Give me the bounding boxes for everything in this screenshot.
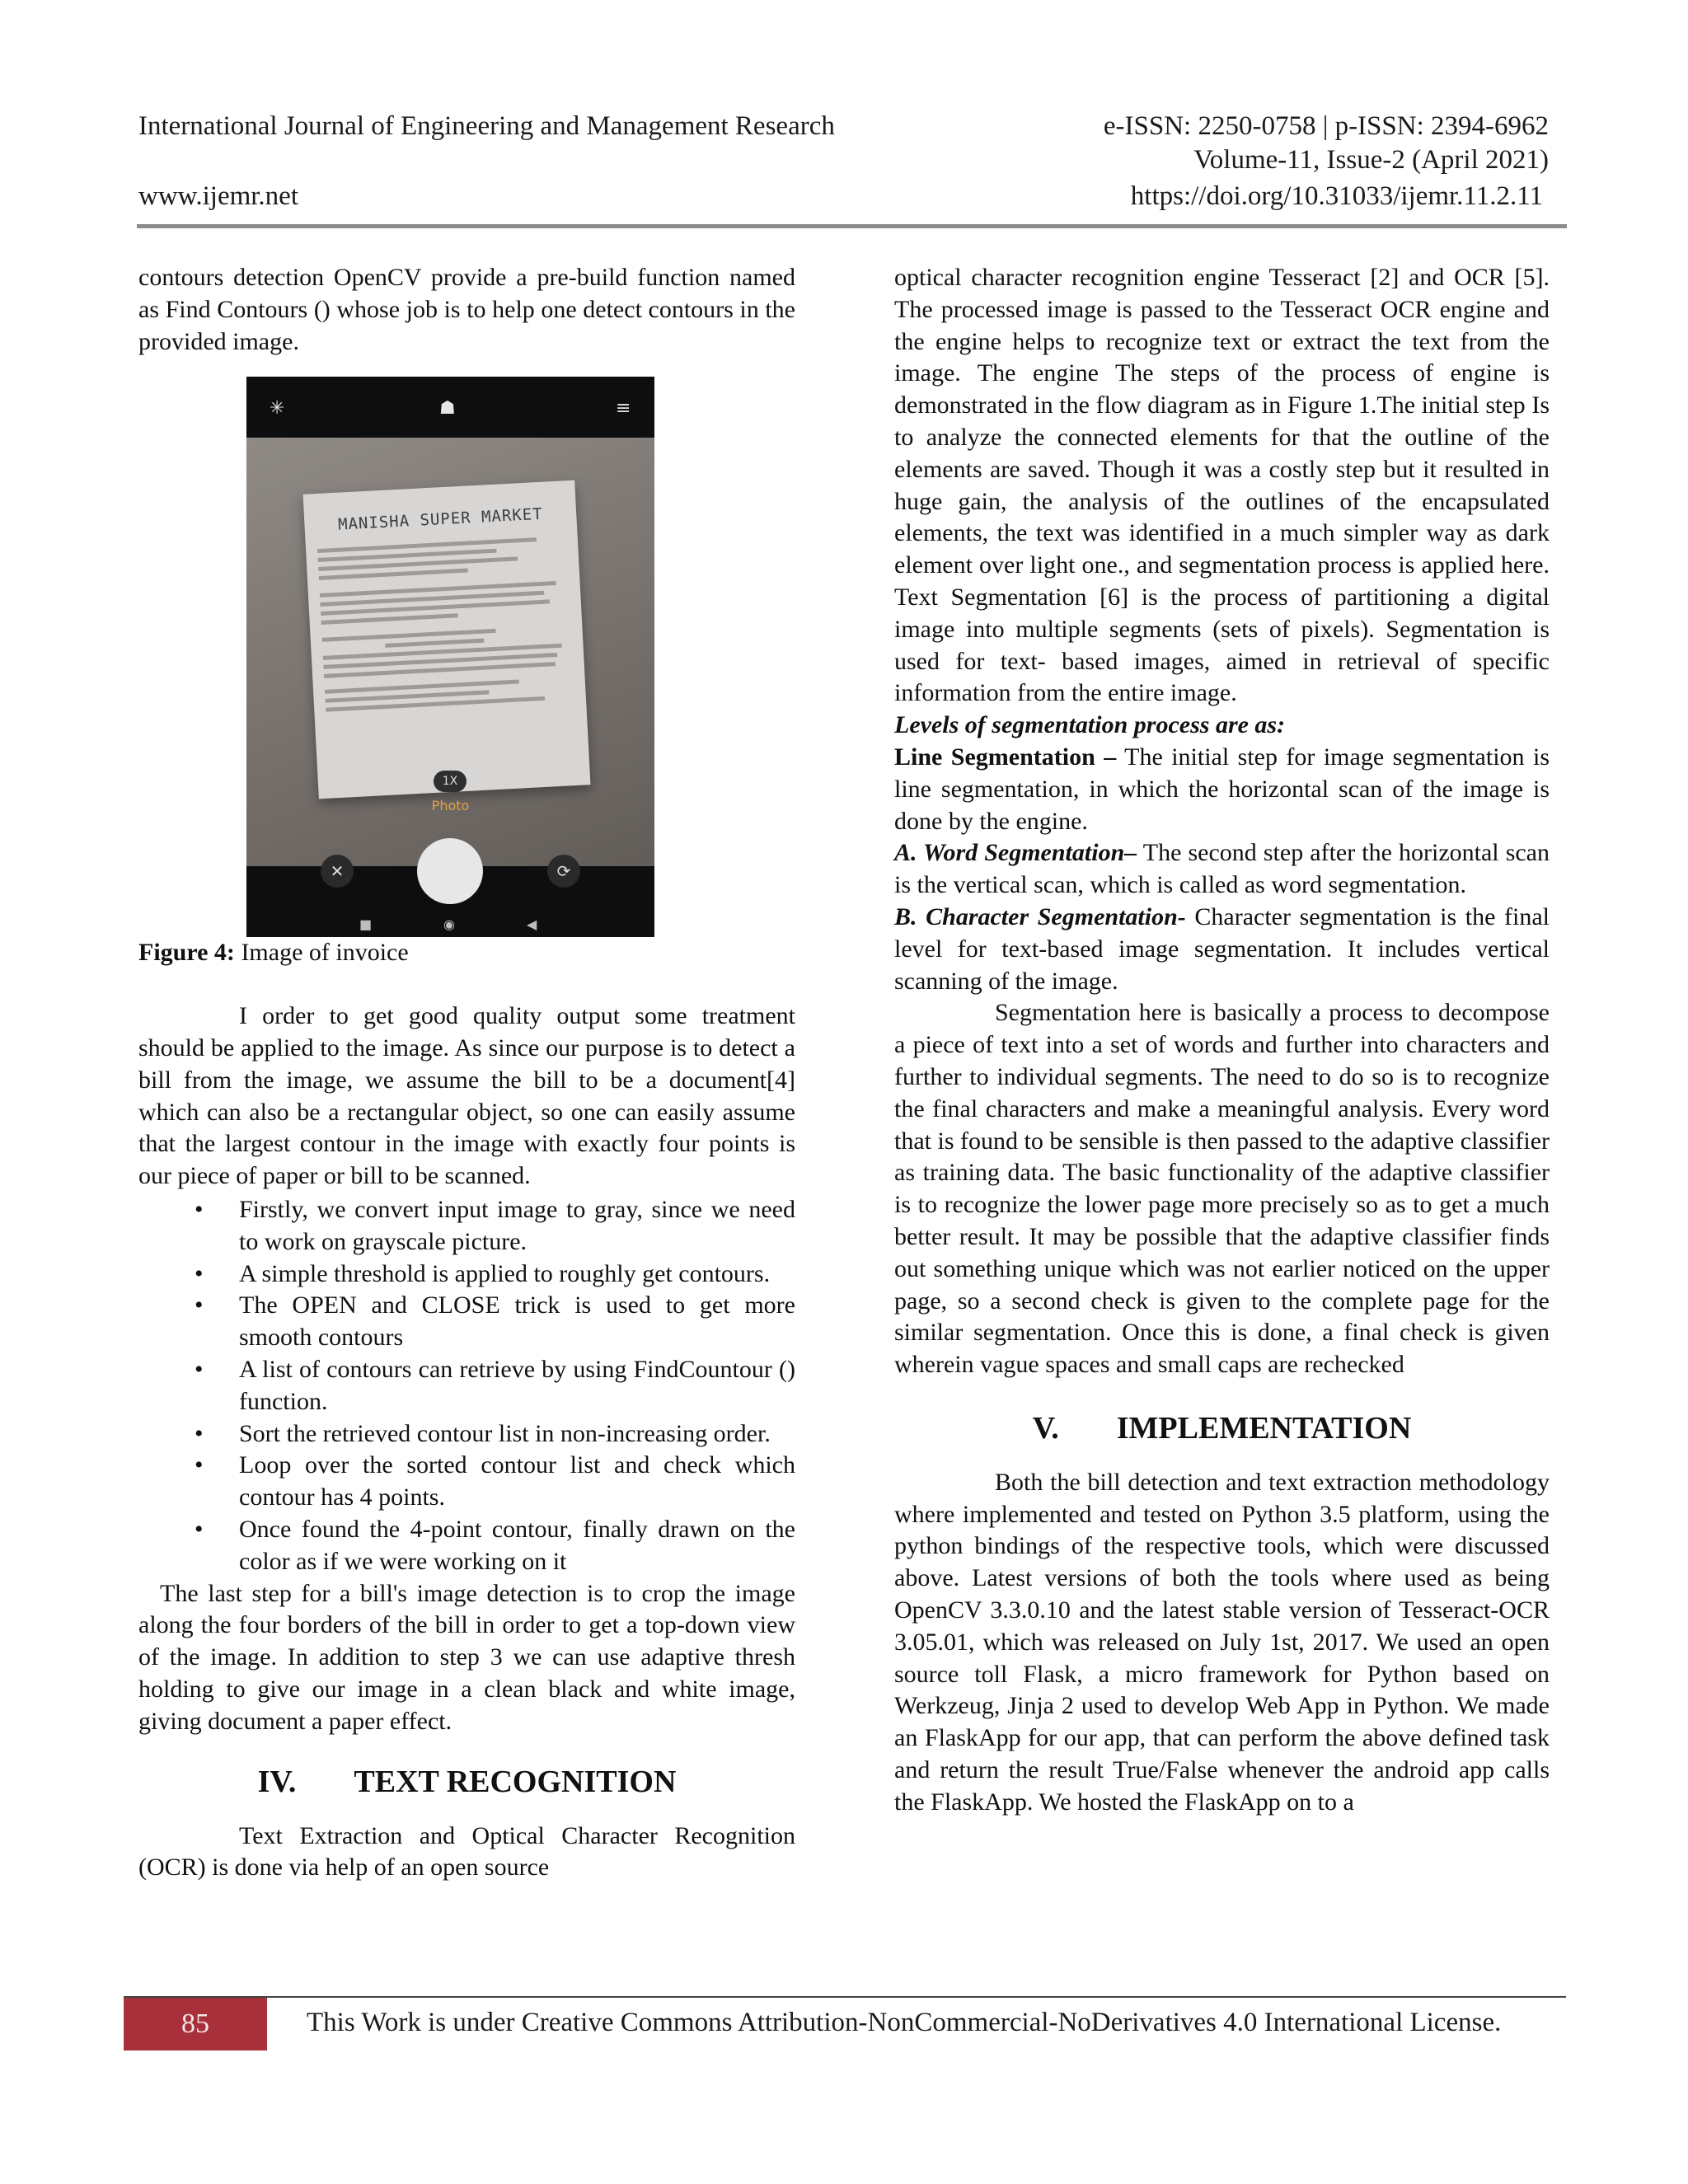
- list-item-text: Sort the retrieved contour list in non-increasing order.: [239, 1419, 771, 1447]
- license-text: This Work is under Creative Commons Attribution-NonCommercial-NoDerivatives 4.0 International License.: [307, 2008, 1502, 2037]
- list-item: • Loop over the sorted contour list and check which contour has 4 points.: [195, 1451, 795, 1511]
- figure-caption: [138, 937, 795, 969]
- receipt-title: MANISHA SUPER MARKET: [337, 505, 544, 535]
- left-column: [138, 262, 795, 1884]
- character-segmentation-text: Character segmentation is the final level for text-based image segmentation. It includes vertical scanning of the image.: [894, 902, 1550, 995]
- segmentation-paragraph: Segmentation here is basically a process to decompose a piece of text into a set of words and further into characters and further to individual segments. The need to do so is to recognize the final characters and make a meaningful analysis. Every word that is found to be sensible is then passed to the adaptive classifier as training data. The basic functionality of the adaptive classifier is to recognize the lower page more precisely so as to get a much better result. It may be possible that the adaptive classifier finds out something unique which was not earlier noticed on the upper page, so a second check is given to the complete page for the similar segmentation. Once this is done, a final check is given wherein vague spaces and small caps are rechecked: [894, 999, 1550, 1379]
- list-item: • The OPEN and CLOSE trick is used to get more smooth contours: [195, 1291, 795, 1352]
- list-item: • Sort the retrieved contour list in non-increasing order.: [195, 1419, 771, 1447]
- right-column: [894, 262, 1550, 1819]
- volume-issue: Volume-11, Issue-2 (April 2021): [1193, 145, 1549, 175]
- implementation-paragraph: Both the bill detection and text extraction methodology where implemented and tested on Python 3.5 platform, using the python bindings of the respective tools, which were discussed above. Latest versions of both the tools where used as being OpenCV 3.3.0.10 and the latest stable version of Tesseract-OCR 3.05.01, which was released on July 1st, 2017. We used an open source toll Flask, a micro framework for Python based on Werkzeug, Jinja 2 used to develop Web App in Python. We made an FlaskApp for our app, that can perform the above defined task and return the result True/False whenever the android app calls the FlaskApp. We hosted the FlaskApp on to a: [894, 1468, 1550, 1816]
- figure-caption-text: Image of invoice: [234, 939, 409, 967]
- figure-caption-label: Figure 4:: [138, 939, 235, 967]
- list-item: • A simple threshold is applied to roughly get contours.: [195, 1259, 771, 1287]
- page-number: 85: [124, 1998, 267, 2050]
- android-nav-bar: [246, 909, 654, 933]
- camera-top-bar: [246, 377, 654, 438]
- list-item-text: The OPEN and CLOSE trick is used to get more smooth contours: [239, 1291, 795, 1352]
- header-rule: [137, 224, 1567, 228]
- journal-name: International Journal of Engineering and Management Research: [138, 111, 835, 141]
- line-segmentation-paragraph: [894, 742, 1550, 837]
- steps-list: [138, 1194, 795, 1578]
- word-segmentation-paragraph: [894, 837, 1550, 902]
- section-number: IV.: [257, 1764, 297, 1799]
- issn: e-ISSN: 2250-0758 | p-ISSN: 2394-6962: [1103, 111, 1549, 141]
- invoice-figure: [246, 377, 654, 937]
- character-segmentation-label: B. Character Segmentation-: [894, 902, 1186, 930]
- list-item-text: A list of contours can retrieve by using FindCountour () function.: [239, 1355, 795, 1415]
- switch-camera-icon[interactable]: ⟳: [547, 855, 580, 888]
- nav-home-icon[interactable]: ◉: [443, 916, 455, 933]
- zoom-button[interactable]: 1X: [434, 771, 467, 792]
- character-segmentation-paragraph: [894, 902, 1550, 997]
- list-item-text: A simple threshold is applied to roughly get contours.: [239, 1259, 771, 1287]
- tesseract-paragraph: optical character recognition engine Tesseract [2] and OCR [5]. The processed image is passed to the Tesseract OCR engine and the engine helps to recognize text or extract the text from the image. The engine The steps of the process of engine is demonstrated in the flow diagram as in Figure 1.The initial step Is to analyze the connected elements for that the outline of the elements are saved. Though it was a costly step but it resulted in huge gain, the analysis of the outlines of the encapsulated elements, the text was identified in a much simpler way as dark element over light one., and segmentation process is applied here. Text Segmentation [6] is the process of partitioning a digital image into multiple segments (sets of pixels). Segmentation is used for text- based images, aimed in retrieval of specific information from the entire image.: [894, 264, 1550, 707]
- close-icon[interactable]: ✕: [321, 855, 354, 888]
- receipt-photo: [303, 480, 591, 799]
- shutter-button[interactable]: [417, 838, 483, 904]
- flash-icon: ✳: [270, 398, 285, 419]
- treatment-paragraph: I order to get good quality output some treatment should be applied to the image. As since our purpose is to detect a bill from the image, we assume the bill to be a document[4] which can also be a rectangular object, so one can easily assume that the largest contour in the image with exactly four points is our piece of paper or bill to be scanned.: [138, 1002, 795, 1190]
- photo-mode-label[interactable]: Photo: [431, 798, 470, 814]
- footer-rule: [124, 1996, 1566, 1998]
- levels-heading: Levels of segmentation process are as:: [894, 711, 1286, 739]
- list-item: • A list of contours can retrieve by using FindCountour () function.: [195, 1355, 795, 1415]
- crop-paragraph: The last step for a bill's image detection is to crop the image along the four borders of the bill in order to get a top-down view of the image. In addition to step 3 we can use adaptive thresh holding to give our image in a clean black and white image, giving document a paper effect.: [138, 1579, 795, 1735]
- settings-icon: ☗: [439, 398, 456, 419]
- section-heading-text-recognition: [138, 1763, 795, 1801]
- word-segmentation-label: A. Word Segmentation–: [894, 839, 1137, 867]
- list-item-text: Firstly, we convert input image to gray, since we need to work on grayscale picture.: [239, 1195, 795, 1255]
- list-item: • Once found the 4-point contour, finally drawn on the color as if we were working on it: [195, 1515, 795, 1575]
- section-heading-implementation: [894, 1409, 1550, 1447]
- list-item-text: Loop over the sorted contour list and check which contour has 4 points.: [239, 1451, 795, 1511]
- section-title: IMPLEMENTATION: [1116, 1410, 1412, 1446]
- word-segmentation-text: The second step after the horizontal scan is the vertical scan, which is called as word segmentation.: [894, 839, 1550, 899]
- section-number: V.: [1032, 1410, 1059, 1446]
- ocr-paragraph: Text Extraction and Optical Character Recognition (OCR) is done via help of an open source: [138, 1821, 795, 1882]
- list-item: • Firstly, we convert input image to gray, since we need to work on grayscale picture.: [195, 1195, 795, 1255]
- section-title: TEXT RECOGNITION: [354, 1764, 677, 1799]
- nav-recent-icon[interactable]: ■: [359, 916, 373, 933]
- nav-back-icon[interactable]: ◀: [527, 916, 537, 933]
- website-link[interactable]: www.ijemr.net: [138, 181, 298, 211]
- list-item-text: Once found the 4-point contour, finally drawn on the color as if we were working on it: [239, 1515, 795, 1575]
- line-segmentation-label: Line Segmentation –: [894, 743, 1117, 771]
- intro-paragraph: contours detection OpenCV provide a pre-build function named as Find Contours () whose job is to help one detect contours in the provided image.: [138, 264, 795, 355]
- line-segmentation-text: The initial step for image segmentation is line segmentation, in which the horizontal scan of the image is done by the engine.: [894, 743, 1550, 835]
- doi-link[interactable]: https://doi.org/10.31033/ijemr.11.2.11: [1130, 181, 1543, 211]
- menu-icon: ≡: [616, 398, 631, 419]
